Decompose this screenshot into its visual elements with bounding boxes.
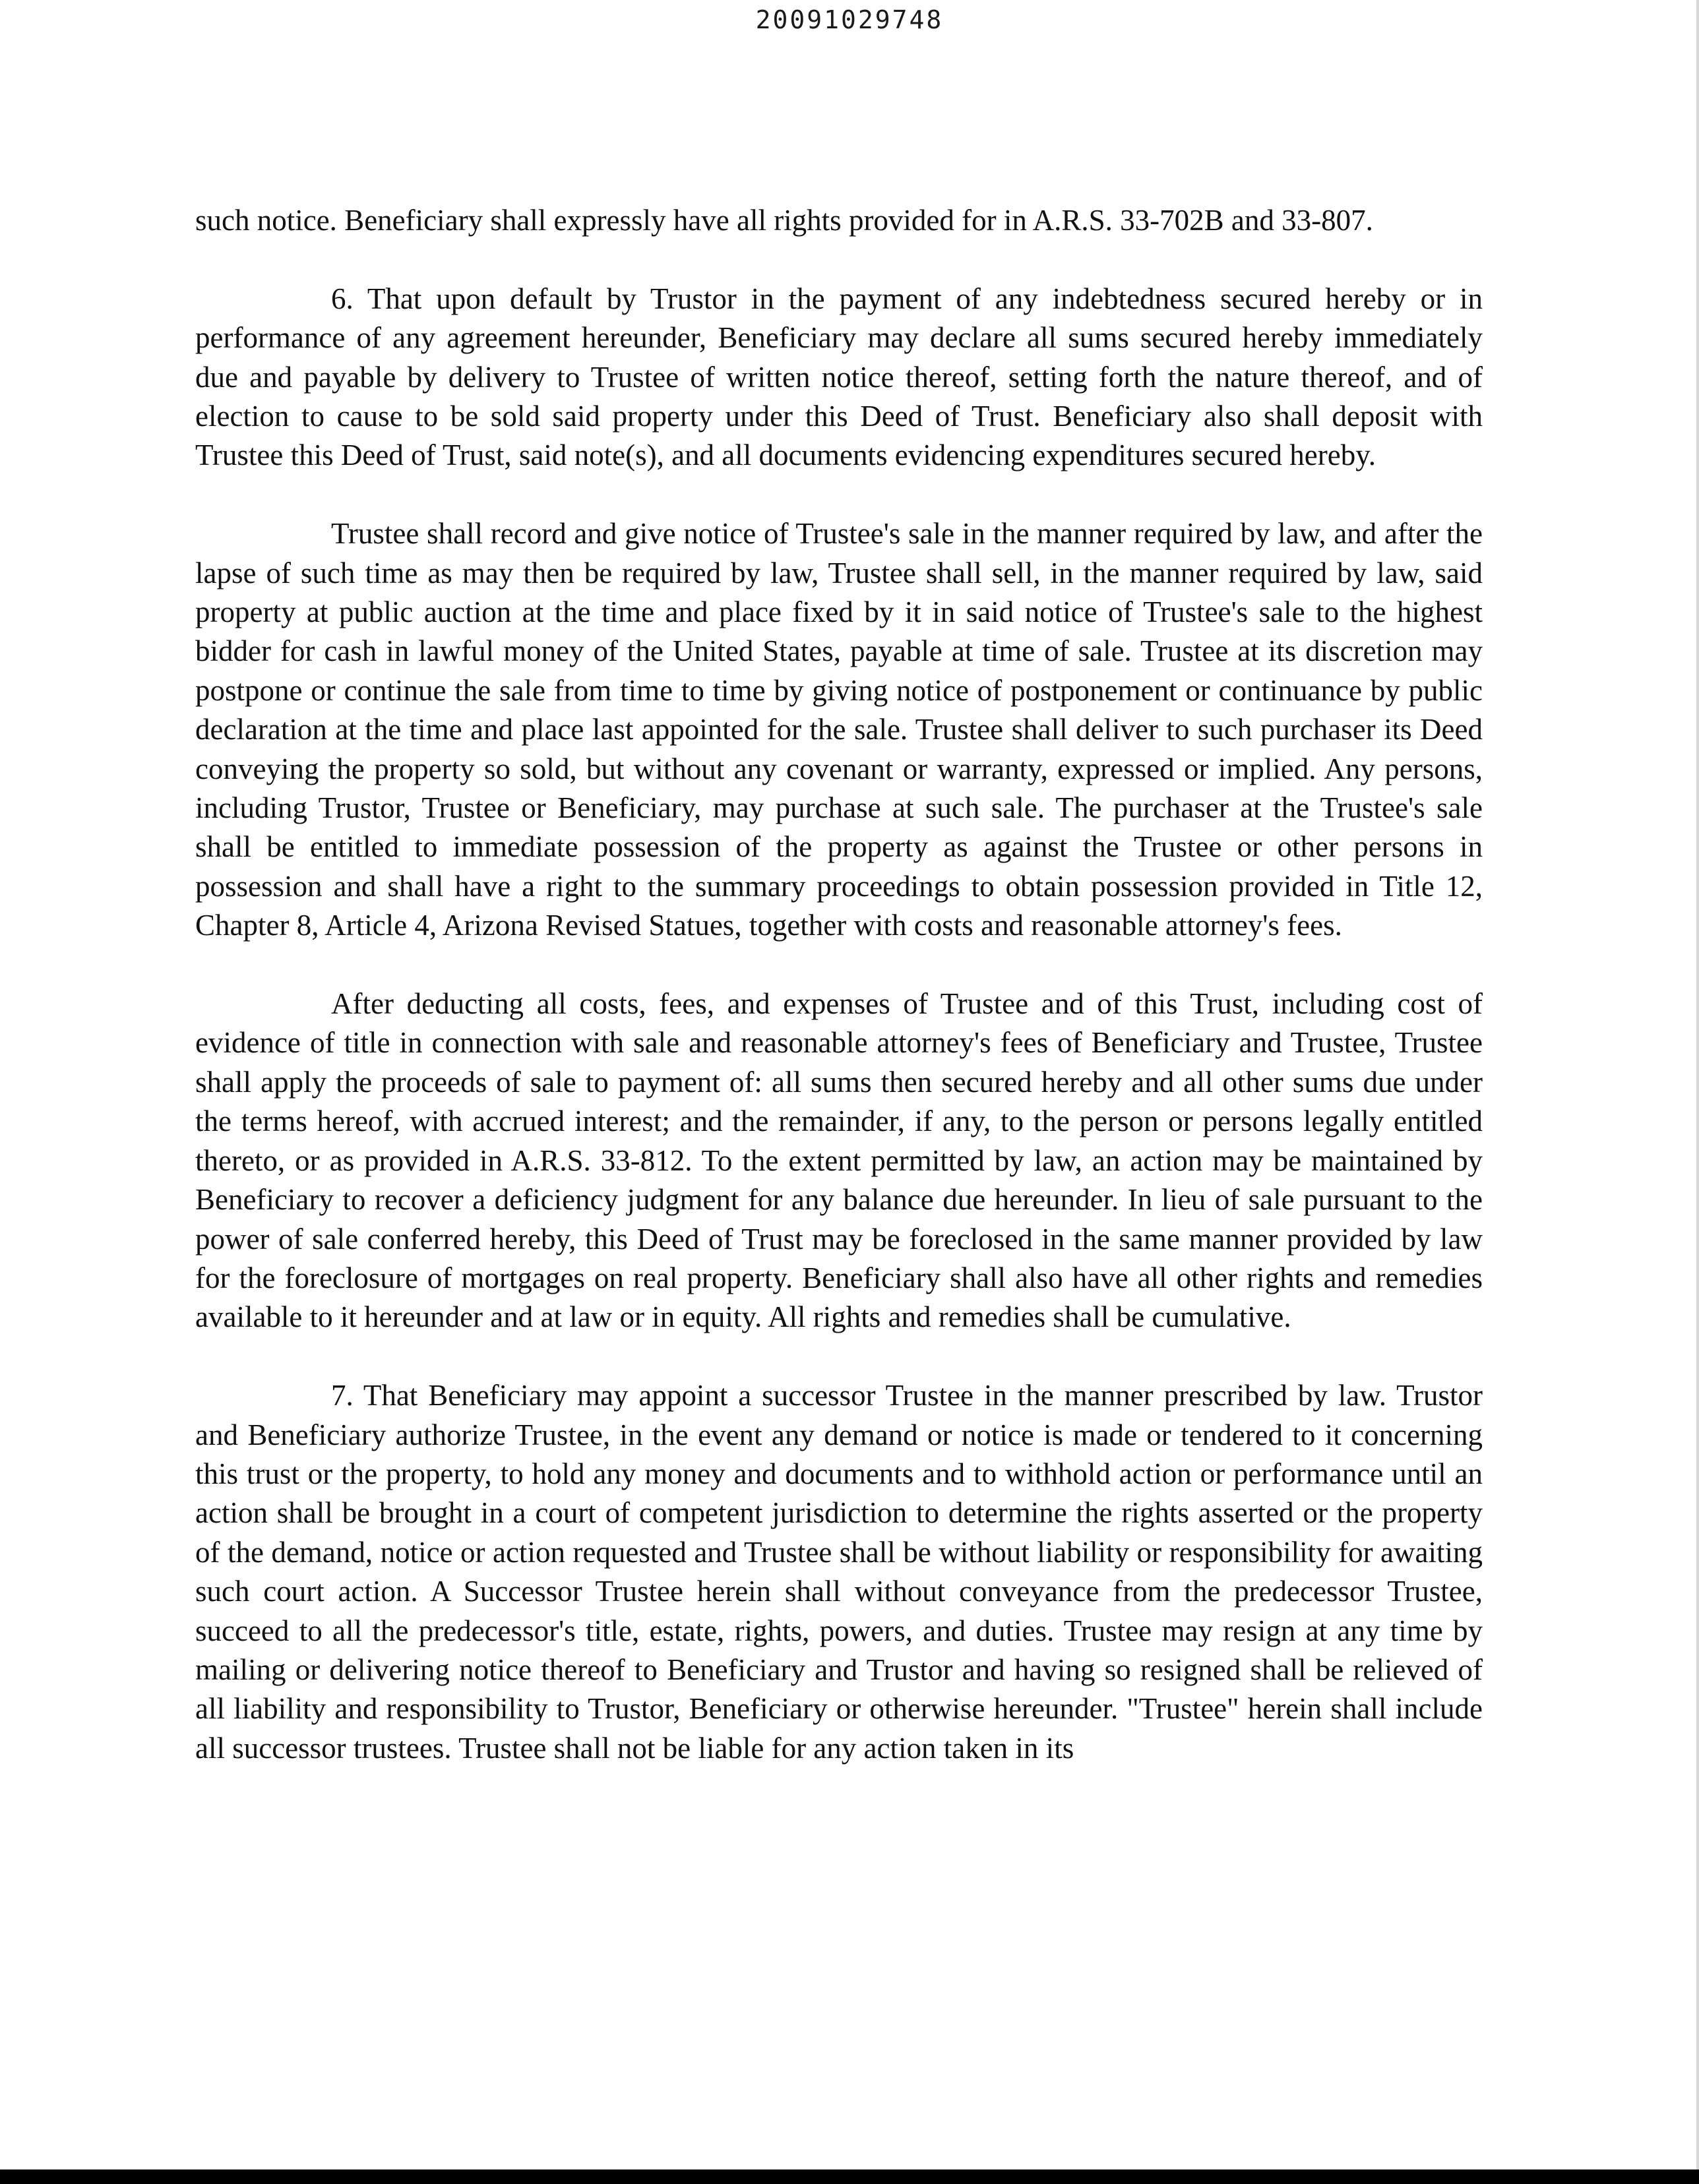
scan-bottom-border [0,2169,1699,2184]
scan-edge [1696,0,1699,2184]
recording-number: 20091029748 [755,5,944,34]
paragraph-section-7: 7. That Beneficiary may appoint a successor Trustee in the manner prescribed by law. Trustor and Beneficiary authorize Trustee, in the event any demand or notice is made or tendered to it concerning this trust or the property, to hold any money and documents and to withhold action or performance until an action shall be brought in a court of competent jurisdiction to determine the rights asserted or the property of the demand, notice or action requested and Trustee shall be without liability or responsibility for awaiting such court action. A Successor Trustee herein shall without conveyance from the predecessor Trustee, succeed to all the predecessor's title, estate, rights, powers, and duties. Trustee may resign at any time by mailing or delivering notice thereof to Beneficiary and Trustor and having so resigned shall be relieved of all liability and responsibility to Trustor, Beneficiary or otherwise hereunder. "Trustee" herein shall include all successor trustees. Trustee shall not be liable for any action taken in its [195,1379,1483,1765]
paragraph-proceeds: After deducting all costs, fees, and expenses of Trustee and of this Trust, including cost of evidence of title in connection with sale and reasonable attorney's fees of Beneficiary and Trustee, Trustee shall apply the proceeds of sale to payment of: all sums then secured hereby and all other sums due under the terms hereof, with accrued interest; and the remainder, if any, to the person or persons legally entitled thereto, or as provided in A.R.S. 33-812. To the extent permitted by law, an action may be maintained by Beneficiary to recover a deficiency judgment for any balance due hereunder. In lieu of sale pursuant to the power of sale conferred hereby, this Deed of Trust may be foreclosed in the same manner provided by law for the foreclosure of mortgages on real property. Beneficiary shall also have all other rights and remedies available to it hereunder and at law or in equity. All rights and remedies shall be cumulative. [195,987,1483,1334]
paragraph-continuation: such notice. Beneficiary shall expressly have all rights provided for in A.R.S. 33-702B and 33-807. [195,204,1373,237]
paragraph-trustee-sale: Trustee shall record and give notice of Trustee's sale in the manner required by law, and after the lapse of such time as may then be required by law, Trustee shall sell, in the manner required by law, said property at public auction at the time and place fixed by it in said notice of Trustee's sale to the highest bidder for cash in lawful money of the United States, payable at time of sale. Trustee at its discretion may postpone or continue the sale from time to time by giving notice of postponement or continuance by public declaration at the time and place last appointed for the sale. Trustee shall deliver to such purchaser its Deed conveying the property so sold, but without any covenant or warranty, expressed or implied. Any persons, including Trustor, Trustee or Beneficiary, may purchase at such sale. The purchaser at the Trustee's sale shall be entitled to immediate possession of the property as against the Trustee or other persons in possession and shall have a right to the summary proceedings to obtain possession provided in Title 12, Chapter 8, Article 4, Arizona Revised Statues, together with costs and reasonable attorney's fees. [195,517,1483,942]
document-body [195,201,1483,1768]
paragraph-section-6: 6. That upon default by Trustor in the payment of any indebtedness secured hereby or in performance of any agreement hereunder, Beneficiary may declare all sums secured hereby immediately due and payable by delivery to Trustee of written notice thereof, setting forth the nature thereof, and of election to cause to be sold said property under this Deed of Trust. Beneficiary also shall deposit with Trustee this Deed of Trust, said note(s), and all documents evidencing expenditures secured hereby. [195,282,1483,472]
